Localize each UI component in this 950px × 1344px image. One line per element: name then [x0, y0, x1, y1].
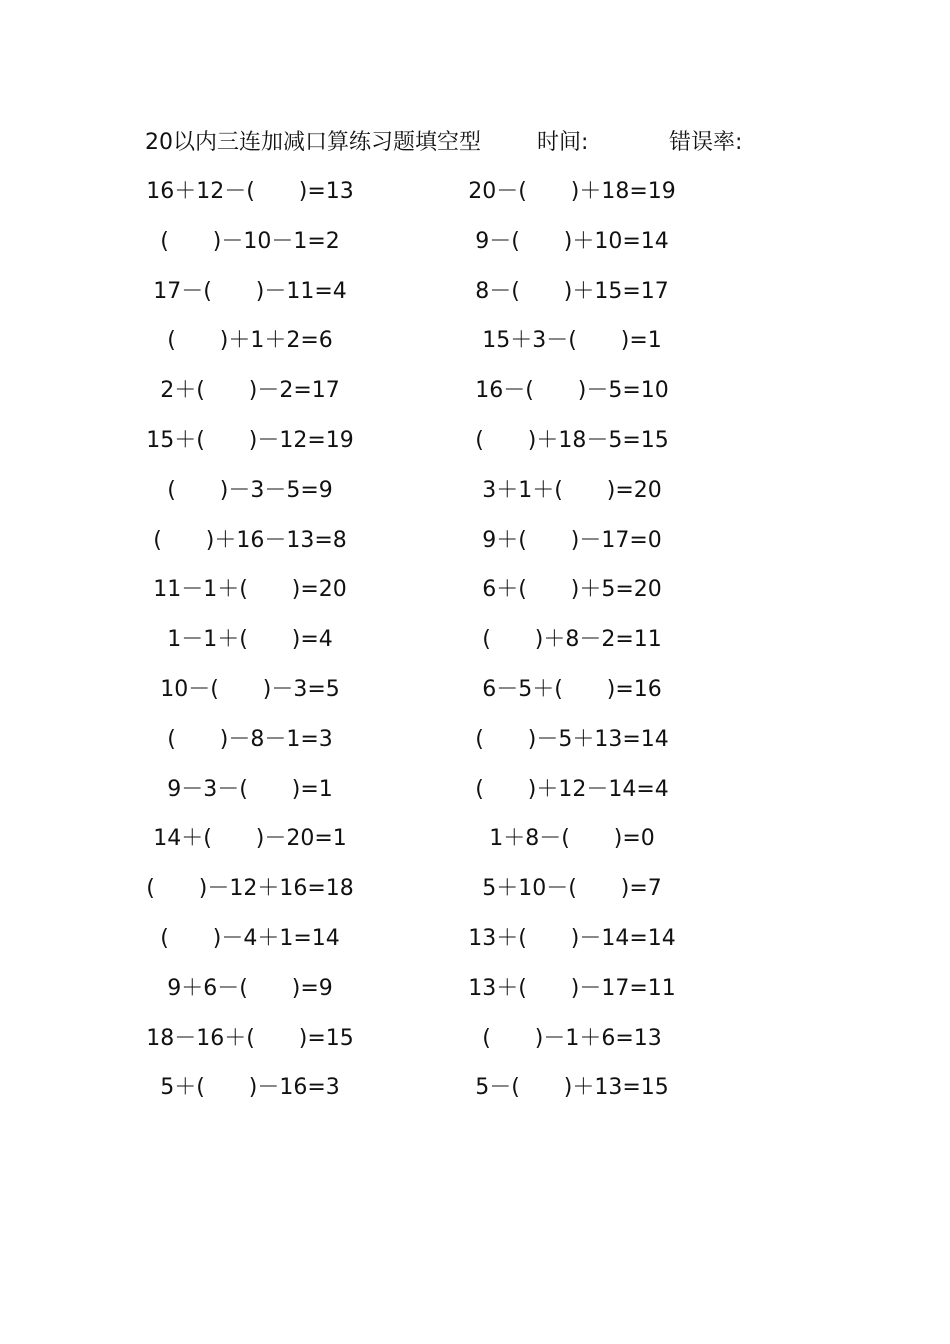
- problem-row: [0, 371, 950, 421]
- problem-right: 13＋( )－14=14: [468, 925, 676, 951]
- problem-right: 6＋( )＋5=20: [482, 577, 662, 603]
- problem-left: 16＋12－( )=13: [146, 179, 354, 204]
- problem-row: [0, 521, 950, 571]
- problem-row: [0, 670, 950, 720]
- problem-row: [0, 919, 950, 969]
- problem-left: ( )－3－5=9: [167, 477, 333, 503]
- problem-left: 17－( )－11=4: [153, 278, 347, 304]
- error-rate-label: 错误率:: [669, 130, 743, 155]
- problem-grid: [0, 172, 950, 1118]
- problem-row: [0, 869, 950, 919]
- problem-row: [0, 720, 950, 770]
- problem-right: 9＋( )－17=0: [482, 527, 662, 553]
- problem-right: ( )－5＋13=14: [475, 726, 669, 752]
- problem-row: [0, 272, 950, 322]
- problem-left: 11－1＋( )=20: [153, 577, 347, 603]
- problem-left: ( )－4＋1=14: [160, 925, 340, 951]
- problem-left: ( )＋1＋2=6: [167, 328, 333, 354]
- problem-left: 15＋( )－12=19: [146, 427, 354, 453]
- problem-left: 14＋( )－20=1: [153, 826, 347, 852]
- problem-row: [0, 819, 950, 869]
- problem-right: 15＋3－( )=1: [482, 328, 662, 354]
- problem-right: 8－( )＋15=17: [475, 278, 669, 304]
- problem-row: [0, 969, 950, 1019]
- problem-row: [0, 421, 950, 471]
- problem-row: [0, 1068, 950, 1118]
- problem-right: 5－( )＋13=15: [475, 1075, 669, 1101]
- problem-row: [0, 1019, 950, 1069]
- problem-left: 10－( )－3=5: [160, 676, 340, 702]
- problem-right: ( )＋18－5=15: [475, 427, 669, 453]
- problem-row: [0, 321, 950, 371]
- problem-right: ( )＋12－14=4: [475, 776, 669, 802]
- problem-left: 9－3－( )=1: [167, 776, 333, 802]
- problem-row: [0, 222, 950, 272]
- problem-left: ( )－10－1=2: [160, 228, 340, 254]
- problem-right: 20－( )＋18=19: [468, 179, 676, 204]
- problem-left: ( )－8－1=3: [167, 726, 333, 752]
- problem-right: 13＋( )－17=11: [468, 975, 676, 1001]
- problem-row: [0, 570, 950, 620]
- problem-right: 9－( )＋10=14: [475, 228, 669, 254]
- worksheet-header: [145, 126, 785, 160]
- worksheet-title: 20以内三连加减口算练习题填空型: [145, 130, 481, 155]
- problem-left: 5＋( )－16=3: [160, 1075, 340, 1101]
- problem-row: [0, 471, 950, 521]
- problem-right: 1＋8－( )=0: [489, 826, 655, 852]
- problem-left: 9＋6－( )=9: [167, 975, 333, 1001]
- problem-row: [0, 770, 950, 820]
- problem-row: [0, 172, 950, 222]
- problem-row: [0, 620, 950, 670]
- problem-right: 3＋1＋( )=20: [482, 477, 662, 503]
- problem-left: 1－1＋( )=4: [167, 627, 333, 653]
- problem-left: ( )＋16－13=8: [153, 527, 347, 553]
- problem-right: 5＋10－( )=7: [482, 876, 662, 902]
- problem-right: ( )－1＋6=13: [482, 1025, 662, 1051]
- problem-left: 2＋( )－2=17: [160, 378, 340, 404]
- problem-right: ( )＋8－2=11: [482, 627, 662, 653]
- problem-right: 6－5＋( )=16: [482, 676, 662, 702]
- problem-left: ( )－12＋16=18: [146, 876, 354, 902]
- problem-left: 18－16＋( )=15: [146, 1025, 354, 1051]
- problem-right: 16－( )－5=10: [475, 378, 669, 404]
- time-label: 时间:: [537, 130, 589, 155]
